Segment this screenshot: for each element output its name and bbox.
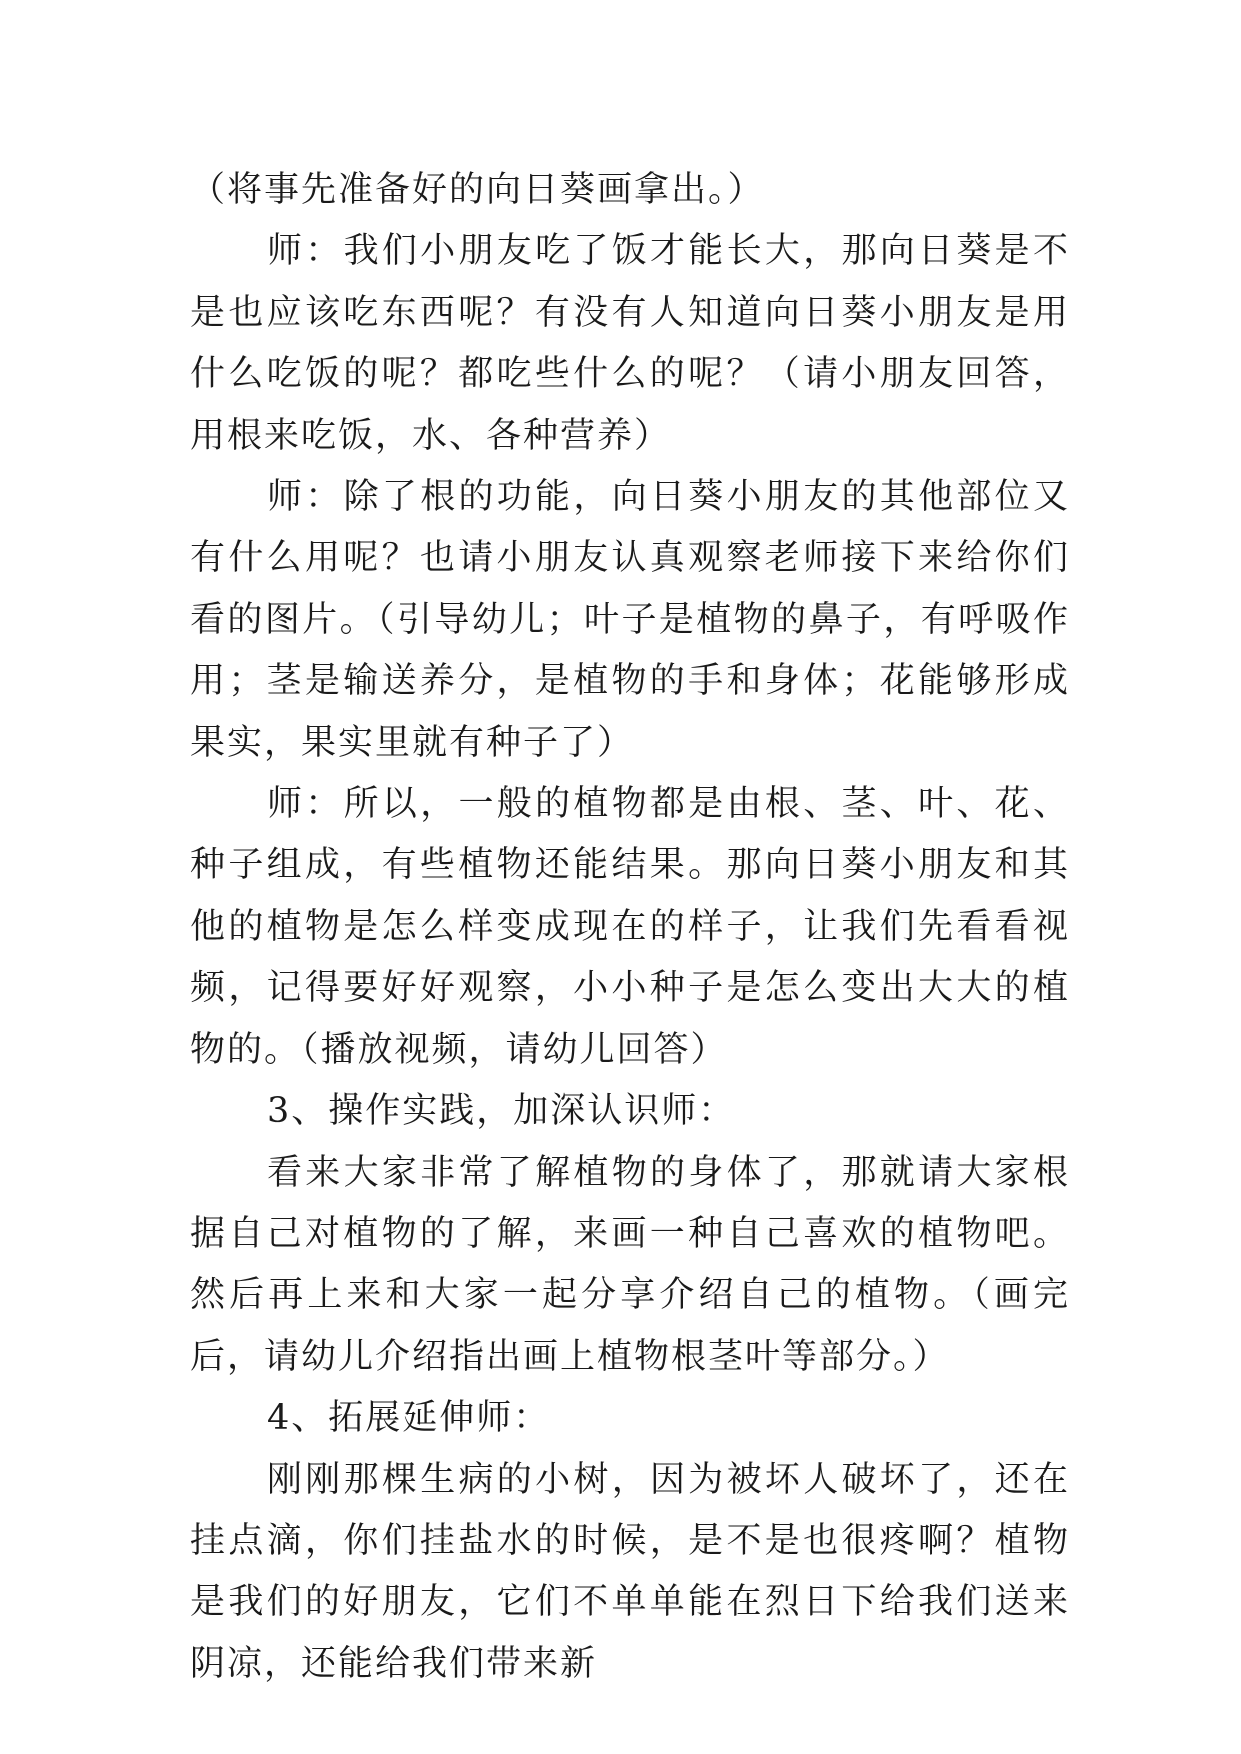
paragraph-3: 师：除了根的功能，向日葵小朋友的其他部位又有什么用呢？也请小朋友认真观察老师接下来给你们看的图片。（引导幼儿；叶子是植物的鼻子，有呼吸作用；茎是输送养分，是植物的手和身体；花能够形成果实，果实里就有种子了） [190,477,1070,763]
section-heading-3: 3、操作实践，加深认识师： [267,1091,736,1132]
paragraph-6: 刚刚那棵生病的小树，因为被坏人破坏了，还在挂点滴，你们挂盐水的时候，是不是也很疼啊？植物是我们的好朋友，它们不单单能在烈日下给我们送来阴凉，还能给我们带来新 [190,1459,1070,1684]
paragraph-1: （将事先准备好的向日葵画拿出。） [190,170,765,210]
paragraph-2: 师：我们小朋友吃了饭才能长大，那向日葵是不是也应该吃东西呢？有没有人知道向日葵小朋友是用什么吃饭的呢？都吃些什么的呢？（请小朋友回答，用根来吃饭，水、各种营养） [190,231,1070,456]
section-heading-4: 4、拓展延伸师： [267,1398,551,1439]
paragraph-5: 看来大家非常了解植物的身体了，那就请大家根据自己对植物的了解，来画一种自己喜欢的植物吧。然后再上来和大家一起分享介绍自己的植物。（画完后，请幼儿介绍指出画上植物根茎叶等部分。） [190,1152,1070,1377]
document-body [190,160,1070,1695]
paragraph-4: 师：所以，一般的植物都是由根、茎、叶、花、种子组成，有些植物还能结果。那向日葵小朋友和其他的植物是怎么样变成现在的样子，让我们先看看视频，记得要好好观察，小小种子是怎么变出大大的植物的。（播放视频，请幼儿回答） [190,784,1070,1070]
